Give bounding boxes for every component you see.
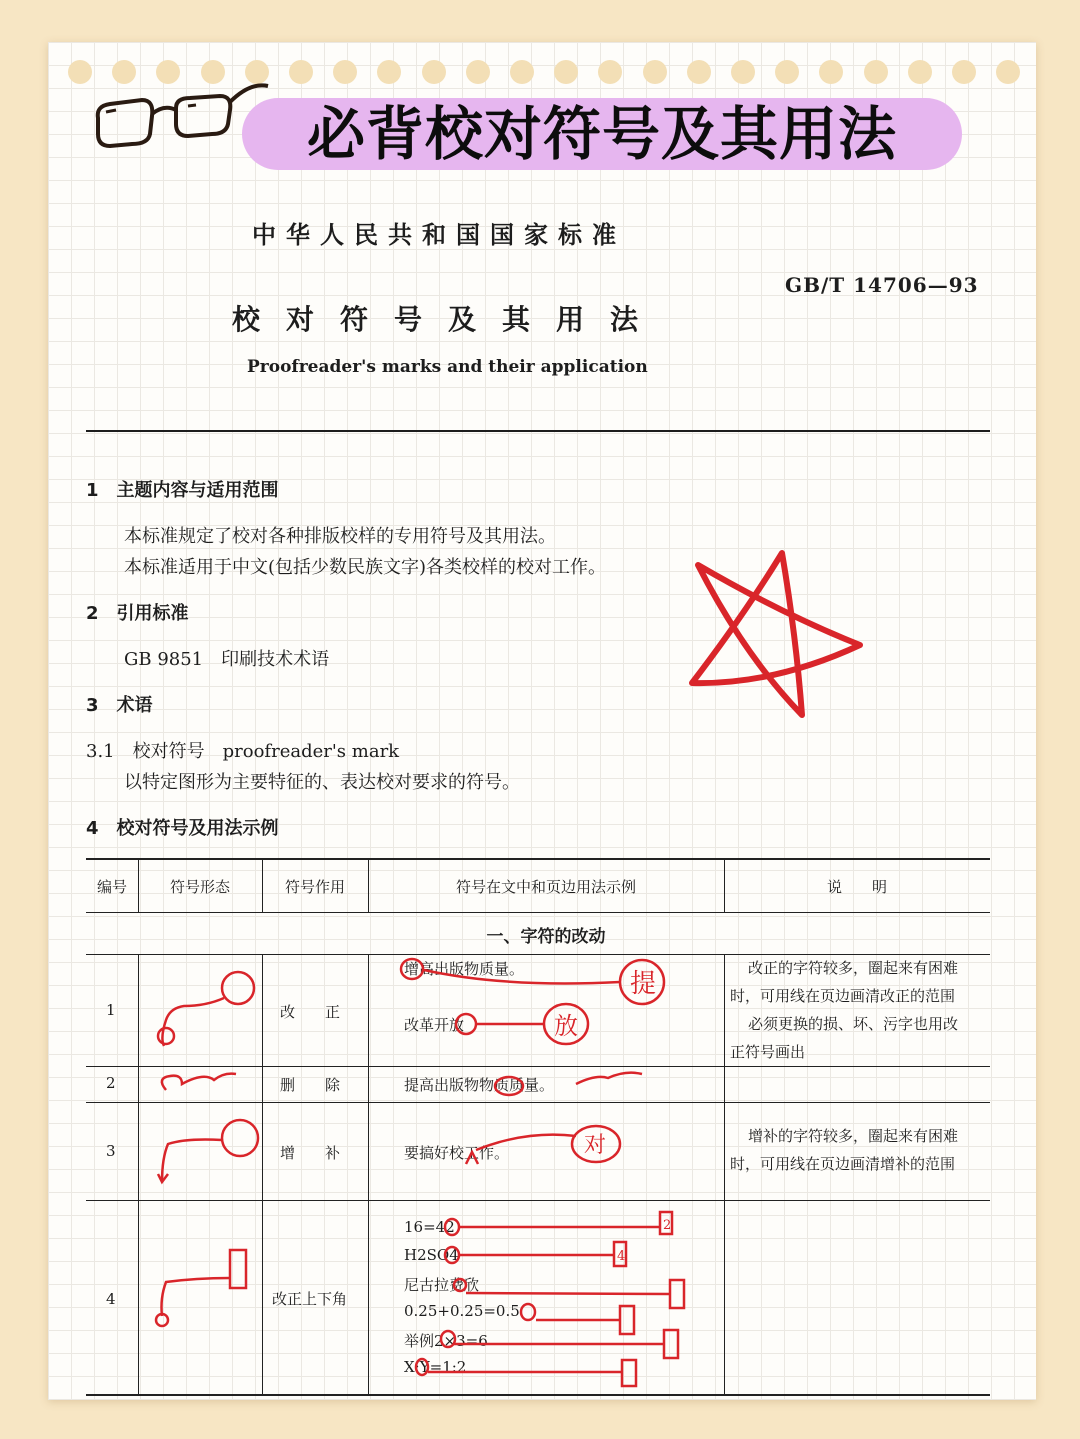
- row-2-example: 提高出版物物质质量。: [404, 1076, 555, 1094]
- margin-char-3: 对: [584, 1133, 607, 1158]
- change-symbol-line: [162, 998, 224, 1046]
- mark-circle: [445, 1247, 459, 1263]
- binder-hole: [996, 60, 1020, 84]
- row-1-example-1: 增高出版物质量。: [404, 960, 525, 978]
- red-star-doodle: [684, 545, 874, 725]
- document-subtitle: Proofreader's marks and their application: [247, 357, 648, 377]
- section-3-title: 3 术语: [86, 695, 153, 716]
- header-symbol-role: 符号作用: [284, 878, 345, 896]
- insert-symbol-line: [162, 1140, 222, 1183]
- national-standard-heading: 中华人民共和国国家标准: [252, 221, 626, 249]
- binder-hole: [333, 60, 357, 84]
- section-2-line-1: GB 9851 印刷技术术语: [124, 649, 330, 670]
- note-line: 时，可用线在页边画清增补的范围: [730, 1155, 956, 1173]
- section-1-title: 1 主题内容与适用范围: [86, 480, 279, 501]
- binder-hole: [864, 60, 888, 84]
- superscript-box: [230, 1250, 246, 1288]
- margin-box: [664, 1330, 678, 1358]
- note-line: 必须更换的损、坏、污字也用改: [748, 1015, 959, 1033]
- section-3-1-definition: 以特定图形为主要特征的、表达校对要求的符号。: [124, 772, 520, 793]
- superscript-line: [162, 1278, 231, 1316]
- row-4-example-2: H2SO4: [404, 1246, 459, 1264]
- binder-hole: [377, 60, 401, 84]
- change-symbol-tail: [158, 1028, 174, 1044]
- binder-hole: [422, 60, 446, 84]
- row-3-example: 要搞好校工作。: [404, 1144, 510, 1162]
- change-symbol-circle: [222, 972, 254, 1004]
- red-proof-marks: [86, 858, 990, 1398]
- margin-box: [670, 1280, 684, 1308]
- delete-circle: [495, 1077, 523, 1095]
- margin-char-2: 放: [554, 1012, 578, 1040]
- row-4-example-4: 0.25+0.25=0.5: [404, 1302, 520, 1320]
- proofreading-table: [86, 858, 990, 1398]
- binder-hole: [952, 60, 976, 84]
- section-1-line-1: 本标准规定了校对各种排版校样的专用符号及其用法。: [124, 526, 556, 547]
- delete-tail: [576, 1073, 642, 1084]
- note-line: 正符号画出: [730, 1043, 806, 1061]
- insert-symbol-circle: [222, 1120, 258, 1156]
- row-2-number: 2: [106, 1074, 116, 1092]
- header-explanation: 说 明: [826, 878, 887, 896]
- section-4-title: 4 校对符号及用法示例: [86, 818, 279, 839]
- binder-hole: [510, 60, 534, 84]
- row-4-example-3: 尼古拉费欣: [404, 1276, 480, 1294]
- margin-char-5: 4: [617, 1249, 626, 1264]
- header-symbol-form: 符号形态: [169, 878, 230, 896]
- delete-symbol: [162, 1074, 236, 1090]
- binder-hole: [731, 60, 755, 84]
- standard-code: GB/T 14706—93: [785, 273, 979, 297]
- binder-hole: [598, 60, 622, 84]
- banner-title: 必背校对符号及其用法: [306, 100, 897, 168]
- row-4-example-1: 16=42: [404, 1218, 455, 1236]
- row-3-role: 增 补: [280, 1144, 341, 1162]
- margin-box: [622, 1360, 636, 1386]
- document-title: 校对符号及其用法: [232, 303, 665, 336]
- mark-circle: [416, 1359, 428, 1375]
- binder-hole: [819, 60, 843, 84]
- section-2-title: 2 引用标准: [86, 603, 189, 624]
- header-number: 编号: [96, 878, 127, 896]
- note-line: 改正的字符较多，圈起来有困难: [748, 959, 959, 977]
- correction-circle: [401, 959, 423, 979]
- binder-hole: [289, 60, 313, 84]
- margin-box: [620, 1306, 634, 1334]
- row-3-number: 3: [106, 1142, 116, 1160]
- header-divider: [86, 430, 990, 432]
- mark-circle: [441, 1331, 455, 1347]
- margin-char-1: 提: [630, 969, 657, 999]
- row-1-number: 1: [106, 1001, 116, 1019]
- mark-circle: [521, 1304, 535, 1320]
- mark-line: [466, 1293, 670, 1294]
- mark-circle: [454, 1279, 466, 1291]
- correction-circle: [456, 1014, 476, 1034]
- row-1-role: 改 正: [280, 1003, 341, 1021]
- row-4-role: 改正上下角: [272, 1290, 348, 1308]
- header-usage-example: 符号在文中和页边用法示例: [455, 878, 636, 896]
- insert-caret: [466, 1152, 478, 1164]
- binder-hole: [466, 60, 490, 84]
- binder-hole: [643, 60, 667, 84]
- binder-hole: [775, 60, 799, 84]
- row-1-example-2: 改革开放: [404, 1016, 465, 1034]
- row-4-example-5: 举例2×3=6: [404, 1332, 488, 1350]
- note-line: 增补的字符较多，圈起来有困难: [748, 1127, 959, 1145]
- glasses-icon: [92, 78, 272, 158]
- binder-hole: [68, 60, 92, 84]
- row-2-role: 删 除: [280, 1076, 341, 1094]
- binder-hole: [687, 60, 711, 84]
- section-1-line-2: 本标准适用于中文(包括少数民族文字)各类校样的校对工作。: [124, 557, 607, 578]
- binder-hole: [908, 60, 932, 84]
- correction-line: [424, 970, 620, 984]
- note-line: 时，可用线在页边画清改正的范围: [730, 987, 956, 1005]
- margin-char-4: 2: [663, 1218, 672, 1233]
- insert-line: [476, 1135, 576, 1150]
- mark-circle: [445, 1219, 459, 1235]
- row-4-example-6: X:Y=1:2: [404, 1358, 467, 1376]
- group-title: 一、字符的改动: [486, 927, 606, 947]
- section-3-1-term: 3.1 校对符号 proofreader's mark: [86, 741, 400, 762]
- row-4-number: 4: [106, 1290, 116, 1308]
- binder-hole: [554, 60, 578, 84]
